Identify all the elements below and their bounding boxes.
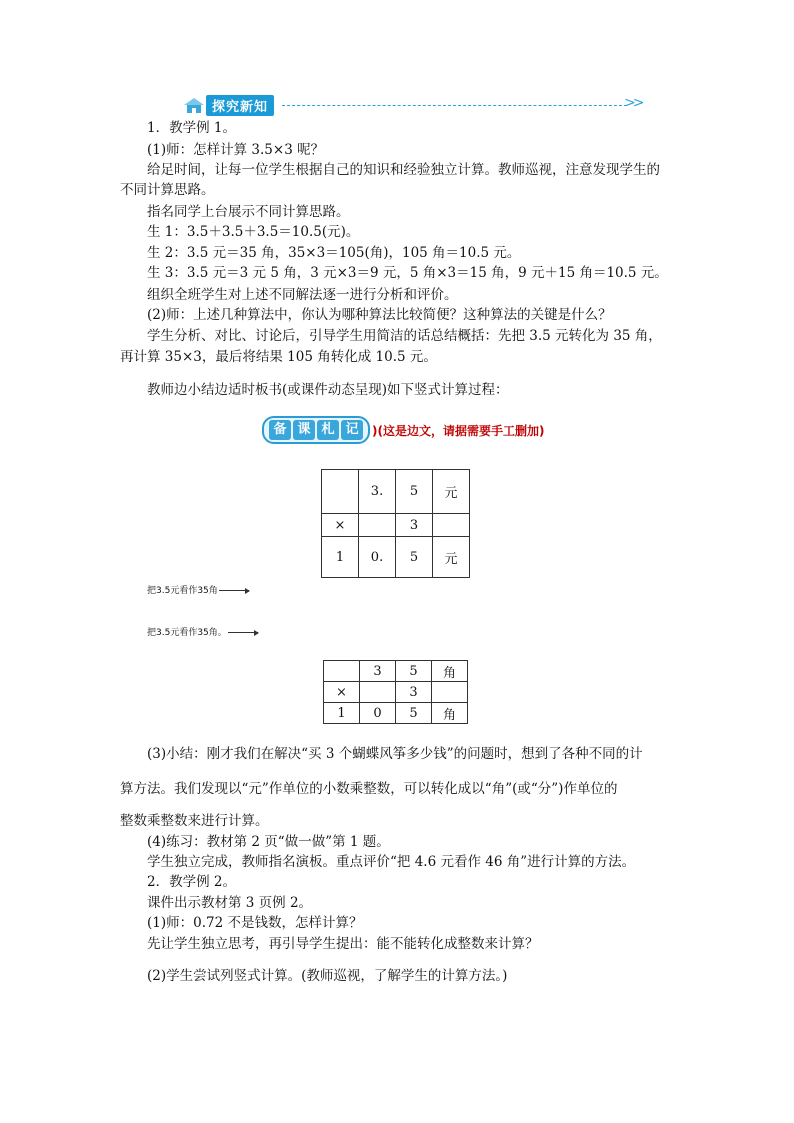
right-arrow-icon [219,590,249,591]
paragraph: 组织全班学生对上述不同解法逐一进行分析和评价。 [147,287,458,303]
table-cell: 5 [396,470,433,514]
paragraph: (3)小结：刚才我们在解决“买 3 个蝴蝶风筝多少钱”的问题时，想到了各种不同的计 [147,746,643,762]
table-cell [360,682,396,703]
paragraph: 再计算 35×3，最后将结果 105 角转化成 10.5 元。 [120,349,437,365]
conversion-note-text: 把3.5元看作35角 [147,586,218,596]
conversion-note [147,627,258,639]
memo-char: 备 [269,420,291,440]
table-cell: 0 [360,703,396,724]
memo-char: 札 [317,420,339,440]
table-cell: 3 [396,682,432,703]
paragraph: 教师边小结边适时板书(或课件动态呈现)如下竖式计算过程： [147,382,509,398]
table-cell: 3 [396,514,433,537]
table-cell: 5 [396,661,432,682]
table-cell: 5 [396,703,432,724]
table-cell [359,514,396,537]
paragraph: 给足时间，让每一位学生根据自己的知识和经验独立计算。教师巡视，注意发现学生的 [147,162,660,178]
table-cell: 元 [433,470,470,514]
paragraph: 指名同学上台展示不同计算思路。 [147,204,350,220]
paragraph: 生 2：3.5 元＝35 角，35×3＝105(角)，105 角＝10.5 元。 [147,245,521,261]
paragraph: 先让学生独立思考，再引导学生提出：能不能转化成整数来计算？ [147,936,539,952]
table-cell [322,470,359,514]
memo-badge-chars [262,416,370,444]
paragraph: 不同计算思路。 [120,182,215,198]
paragraph: 课件出示教材第 3 页例 2。 [147,895,313,911]
paragraph: (4)练习：教材第 2 页“做一做”第 1 题。 [147,834,390,850]
memo-char: 课 [293,420,315,440]
right-arrow-icon [228,632,258,633]
paragraph: 算方法。我们发现以“元”作单位的小数乘整数，可以转化成以“角”(或“分”)作单位的 [120,781,618,797]
double-chevron-icon: >> [624,95,642,111]
example-2-heading: 2．教学例 2。 [147,874,236,890]
table-cell: 角 [432,703,468,724]
paragraph: 生 1：3.5＋3.5＋3.5＝10.5(元)。 [147,224,360,240]
paragraph: (1)师：0.72 不是钱数，怎样计算？ [147,915,363,931]
section-header [182,95,274,115]
section-title: 探究新知 [206,95,274,116]
table-cell: 3 [360,661,396,682]
example-1-heading: 1．教学例 1。 [147,120,236,136]
vertical-calc-table-yuan [321,469,470,578]
table-cell: 元 [433,537,470,578]
table-cell [433,514,470,537]
paragraph: 生 3：3.5 元＝3 元 5 角，3 元×3＝9 元，5 角×3＝15 角，9 元＋15 角＝10.5 元。 [147,265,668,281]
house-icon [182,96,206,114]
table-cell: 5 [396,537,433,578]
paragraph: 学生分析、对比、讨论后，引导学生用简洁的话总结概括：先把 3.5 元转化为 35 角， [147,328,662,344]
paragraph: (1)师：怎样计算 3.5×3 呢？ [147,142,325,158]
table-cell: 角 [432,661,468,682]
table-cell: 3. [359,470,396,514]
vertical-calc-table-jiao [323,660,468,724]
table-cell [324,661,360,682]
table-cell: × [324,682,360,703]
table-cell: 1 [324,703,360,724]
section-divider [282,105,627,106]
table-cell: 1 [322,537,359,578]
conversion-note-text: 把3.5元看作35角。 [147,628,227,638]
conversion-note [147,585,249,597]
table-cell: 0. [359,537,396,578]
memo-note: )(这是边文，请据需要手工删加) [372,423,545,438]
paragraph: 学生独立完成，教师指名演板。重点评价“把 4.6 元看作 46 角”进行计算的方法。 [147,854,636,870]
paragraph: 整数乘整数来进行计算。 [120,813,269,829]
paragraph: (2)学生尝试列竖式计算。(教师巡视，了解学生的计算方法。) [147,968,508,984]
table-cell: × [322,514,359,537]
lesson-notes-badge [262,416,544,444]
paragraph: (2)师：上述几种算法中，你认为哪种算法比较简便？这种算法的关键是什么？ [147,307,612,323]
table-cell [432,682,468,703]
memo-char: 记 [341,420,363,440]
